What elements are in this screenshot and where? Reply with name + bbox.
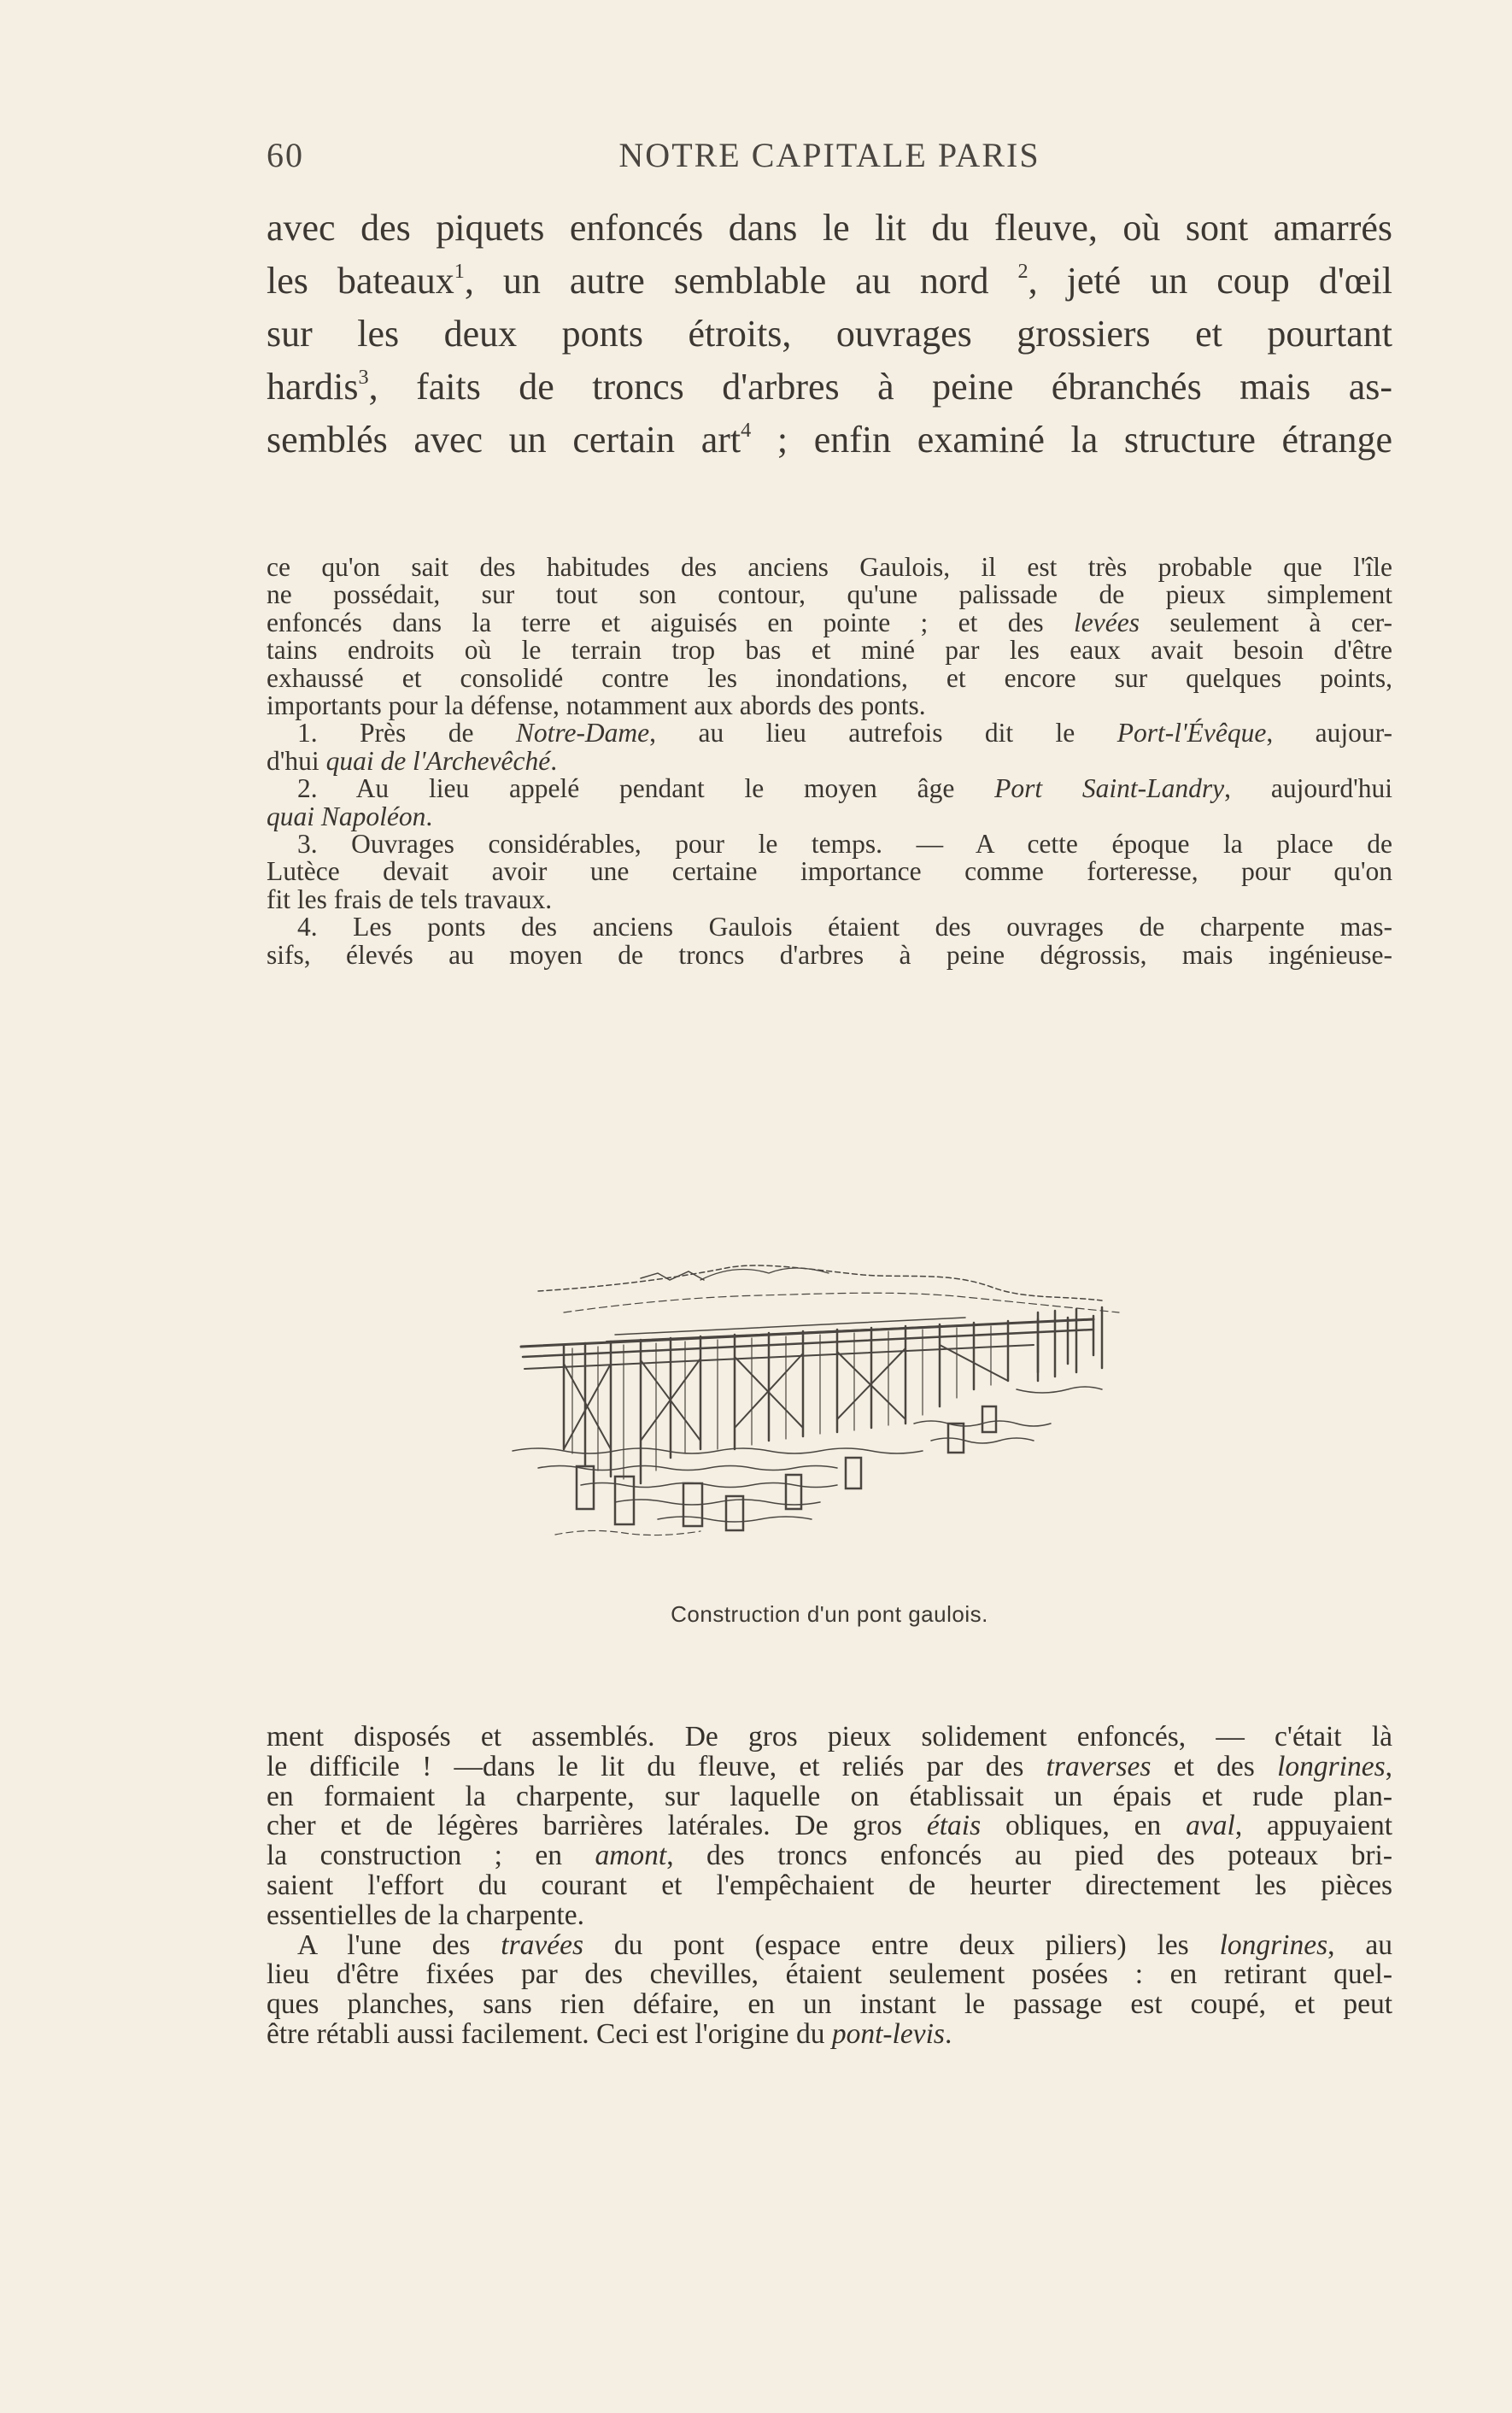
footnote-line: ce qu'on sait des habitudes des anciens Gaulois, il est très probable que l'île xyxy=(267,552,1392,582)
running-title: NOTRE CAPITALE PARIS xyxy=(618,136,1040,174)
footnote-line: ne possédait, sur tout son contour, qu'une palissade de pieux simplement xyxy=(267,579,1392,610)
text-line: saient l'effort du courant et l'empêchaient de heurter directement les pièces xyxy=(267,1869,1392,1901)
text-line: semblés avec un certain art$^4$ ; enfin examiné la structure étrange xyxy=(267,418,1392,461)
footnote-4: 4. Les ponts des anciens Gaulois étaient des ouvrages de charpente mas- xyxy=(297,912,1392,942)
page-number: 60 xyxy=(267,136,304,174)
text-line: cher et de légères barrières latérales. De gros étais obliques, en aval, appuyaient xyxy=(267,1810,1393,1842)
text-line: la construction ; en amont, des troncs enfoncés au pied des poteaux bri- xyxy=(267,1840,1392,1872)
footnote-line: quai Napoléon. xyxy=(267,801,433,831)
footnote-2: 2. Au lieu appelé pendant le moyen âge Port Saint-Landry, aujourd'hui xyxy=(297,773,1392,804)
footnote-ref: 3 xyxy=(358,365,369,389)
footnote-1: 1. Près de Notre-Dame, au lieu autrefois dit le Port-l'Évêque, aujour- xyxy=(297,718,1392,749)
gaulish-bridge-illustration xyxy=(504,1253,1128,1565)
footnote-line: Lutèce devait avoir une certaine importance comme forteresse, pour qu'on xyxy=(267,856,1392,887)
text-line: en formaient la charpente, sur laquelle on établissait un épais et rude plan- xyxy=(267,1780,1392,1812)
footnote-ref: 1 xyxy=(454,259,465,283)
footnote-line: d'hui quai de l'Archevêché. xyxy=(267,745,558,776)
text-line: ment disposés et assemblés. De gros pieux solidement enfoncés, — c'était là xyxy=(267,1721,1392,1753)
footnote-line: sifs, élevés au moyen de troncs d'arbres à peine dégrossis, mais ingénieuse- xyxy=(267,939,1392,970)
body-paragraph-lower xyxy=(267,1723,1392,2050)
footnote-line: tains endroits où le terrain trop bas et miné par les eaux avait besoin d'être xyxy=(267,635,1392,666)
text-line: avec des piquets enfoncés dans le lit du fleuve, où sont amarrés xyxy=(267,207,1392,249)
footnote-line: exhaussé et consolidé contre les inondations, et encore sur quelques points, xyxy=(267,662,1392,693)
footnote-3: 3. Ouvrages considérables, pour le temps. — A cette époque la place de xyxy=(297,829,1392,860)
text-line: être rétabli aussi facilement. Ceci est l'origine du pont-levis. xyxy=(267,2017,952,2050)
text-line: essentielles de la charpente. xyxy=(267,1899,585,1931)
figure-caption: Construction d'un pont gaulois. xyxy=(671,1601,988,1627)
footnotes xyxy=(267,554,1392,969)
footnote-line: enfoncés dans la terre et aiguisés en pointe ; et des levées seulement à cer- xyxy=(267,607,1393,637)
footnote-line: importants pour la défense, notamment aux abords des ponts. xyxy=(267,690,926,721)
text-line: hardis$^3$, faits de troncs d'arbres à peine ébranchés mais as- xyxy=(267,365,1392,408)
text-line: le difficile ! —dans le lit du fleuve, et reliés par des traverses et des longrines, xyxy=(267,1750,1392,1782)
text-line: ques planches, sans rien défaire, en un instant le passage est coupé, et peut xyxy=(267,1988,1392,2021)
text-line: sur les deux ponts étroits, ouvrages grossiers et pourtant xyxy=(267,313,1392,355)
body-paragraph-top xyxy=(267,202,1392,467)
text-line: les bateaux$^1$, un autre semblable au nord $^2$, jeté un coup d'œil xyxy=(267,259,1392,302)
page-header xyxy=(267,135,1392,178)
footnote-ref: 2 xyxy=(1017,259,1029,283)
footnote-line: fit les frais de tels travaux. xyxy=(267,884,553,914)
text-line: A l'une des travées du pont (espace entre deux piliers) les longrines, au xyxy=(297,1929,1392,1961)
footnote-ref: 4 xyxy=(741,418,752,442)
text-line: lieu d'être fixées par des chevilles, étaient seulement posées : en retirant quel- xyxy=(267,1958,1392,1991)
